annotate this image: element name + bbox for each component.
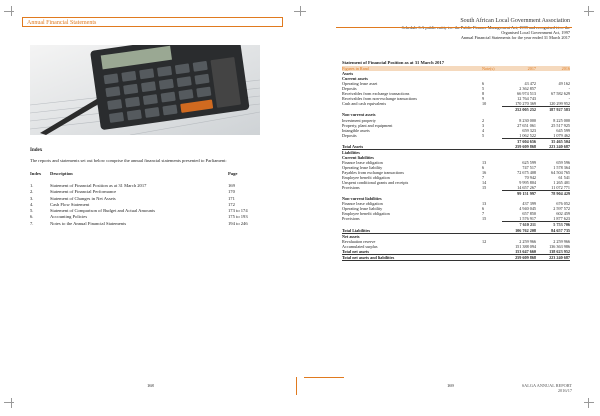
statement-row-label: Cash and cash equivalents [342,101,387,107]
footer-accent-rule [304,377,344,378]
statement-value-2017: 747 517 [522,164,536,170]
page-col-header: Page [228,171,238,176]
index-table-header [30,171,280,177]
report-footer-title: SALGA ANNUAL REPORT [521,383,572,388]
statement-row-note [482,249,502,254]
statement-value-2017: 259 609 868 [515,254,536,260]
statement-value-2017: 437 399 [522,201,536,207]
statement-row-note [482,228,502,233]
statement-value-2016: 25 517 925 [551,122,570,128]
statement-value-2016: 1 265 401 [553,180,570,186]
statement-value-2016: 1 079 462 [553,132,570,138]
statement-row-note: 15 [482,216,487,222]
statement-value-2016: 35 465 504 [536,138,570,144]
statement-value-2016: 1 578 364 [553,164,570,170]
index-page: 169 [228,183,235,188]
statement-value-2016: 84 657 735 [551,227,570,233]
statement-row-note: 5 [482,132,485,138]
index-desc: Statement of Changes in Net Assets [50,195,116,201]
statement-value-2017: 1 576 917 [519,216,536,222]
description-col-header: Description [50,171,73,176]
statement-row-label: Operating lease liability [342,164,383,170]
organisation-subtitle: Schedule 3 A public entity t.o. the Public Finance Management Act, 1999 and recognised i.t.o. the [401,25,570,30]
statement-row-note: 8 [482,91,485,97]
statement-value-2016: 645 599 [556,127,570,133]
statement-row-note: 6 [482,164,485,170]
statement-row-note: 12 [482,238,487,244]
statement-value-2016: 187 927 583 [536,106,570,112]
statement-value-2016: 602 459 [556,211,570,217]
statement-row-label: Accumulated surplus [342,243,378,249]
organisation-subtitle: Annual Financial Statements for the year ended 31 March 2017 [460,35,570,40]
index-col-header: Index [30,171,42,176]
statement-value-2017: 153 647 660 [515,248,536,254]
index-page: 171 [228,195,235,201]
statement-row-note: 6 [482,81,485,87]
statement-row-label: Revaluation reserve [342,238,376,244]
crop-mark [294,11,306,12]
statement-value-2017: 151 388 094 [515,243,536,249]
statement-row-label: Intangible assets [342,127,370,133]
organisation-subtitle: Organised Local Government Act, 1997 [501,30,570,35]
index-desc: Statement of Financial Performance [50,189,117,195]
statement-row-label: Receivables from exchange transactions [342,91,410,97]
statement-row-label: Finance lease obligation [342,201,383,207]
statement-value-2016: 11 072 771 [551,185,570,191]
statement-row-label: Total net assets [342,248,370,254]
statement-row-label: Deposits [342,132,357,138]
statement-row-label: Payables from exchange transactions [342,169,404,175]
calculator-illustration [30,45,260,135]
index-page: 175 to 193 [228,214,248,220]
year-2017-col-header: 2017 [527,66,536,72]
statement-row-label: Operating lease liability [342,206,383,212]
statement-row-label: Operating lease asset [342,81,378,87]
statement-row-note: 9 [482,96,485,102]
statement-value-2017: 14 657 267 [517,185,536,191]
statement-row-label: Total net assets and liabilities [342,254,395,260]
section-header [22,17,283,27]
crop-mark [588,398,589,408]
statement-value-2017: 37 604 656 [502,138,536,144]
statement-row-note: 6 [482,206,485,212]
index-desc: Notes to the Annual Financial Statements [50,220,127,226]
index-page: 194 to 246 [228,220,248,226]
statement-value-2016: 5 753 706 [536,221,570,227]
index-num: 2. [30,189,34,195]
statement-value-2016: 64 504 765 [551,169,570,175]
statement-row-label: Provisions [342,216,360,222]
statement-row-note: 14 [482,180,487,186]
statement-row-label: Employee benefit obligation [342,211,390,217]
crop-mark [584,402,594,403]
statement-value-2016: 78 904 429 [536,190,570,196]
statement-row-note [482,144,502,149]
statement-value-2017: 70 942 [524,175,536,181]
statement-value-2017: 99 151 997 [502,190,536,196]
index-desc: Accounting Policies [50,214,88,220]
statement-row-label: Unspent conditional grants and receipts [342,180,409,186]
index-page: 170 [228,189,235,195]
statement-row-note: 7 [482,211,485,217]
index-section [30,148,280,227]
statement-row-label: Assets [342,71,354,77]
statement-row-note: 2 [482,117,485,123]
statement-value-2017: 9 995 804 [519,180,536,186]
statement-value-2016: 67 582 629 [551,91,570,97]
index-table [30,183,280,227]
statement-row-label: Non-current liabilities [342,196,382,202]
statement-value-2017: 4 940 045 [519,206,536,212]
header-rule [336,27,572,28]
statement-rows [342,71,570,261]
index-num: 3. [30,195,34,201]
statement-value-2017: 106 762 208 [515,227,536,233]
statement-row-label: Employee benefit obligation [342,175,390,181]
statement-value-2017: 7 610 211 [502,221,536,227]
statement-value-2016: 2 259 966 [553,238,570,244]
statement-value-2017: 66 974 513 [517,91,536,97]
statement-row-note: 4 [482,127,485,133]
statement-row-label: Net assets [342,233,360,239]
statement-value-2016: 2 597 572 [553,206,570,212]
crop-mark [4,11,14,12]
footer-accent-line [296,377,297,395]
index-row[interactable] [30,221,280,227]
statement-row-label: Investment property [342,117,376,123]
statement-value-2017: 43 472 [524,81,536,87]
statement-row-note: 15 [482,185,487,191]
crop-mark [11,398,12,408]
crop-mark [584,11,594,12]
statement-value-2017: 8 230 000 [519,117,536,123]
statement-row-label: Liabilities [342,149,360,155]
statement-value-2016: - [568,86,570,92]
statement-row-label: Deposits [342,86,357,92]
statement-value-2016: 49 162 [558,81,570,87]
statement-value-2017: 657 850 [522,211,536,217]
index-num: 6. [30,214,34,220]
statement-row-note: 13 [482,159,487,165]
statement-row-label: Total Liabilities [342,227,371,233]
statement-row-note: 5 [482,86,485,92]
statement-value-2017: 659 323 [522,127,536,133]
page-number-right: 169 [447,383,454,388]
statement-value-2016: 120 299 952 [549,101,570,107]
statement-value-2017: 252 005 252 [502,106,536,112]
year-2016-col-header: 2016 [561,66,570,72]
statement-value-2016: 136 363 986 [549,243,570,249]
statement-row-label: Provisions [342,185,360,191]
statement-value-2017: 2 259 966 [519,238,536,244]
statement-row-note: 13 [482,201,487,207]
index-num: 4. [30,201,34,207]
notes-col-header: Note(s) [482,66,495,72]
index-num: 1. [30,183,34,188]
statement-value-2017: 1 062 522 [519,132,536,138]
statement-value-2017: 72 675 408 [517,169,536,175]
statement-title: Statement of Financial Position as at 31 March 2017 [342,60,444,65]
statement-row-label: Finance lease obligation [342,159,383,165]
statement-row-label: Total Assets [342,143,364,149]
financial-position-statement [342,60,570,261]
statement-row-label: Current liabilities [342,154,374,160]
report-footer-year: 2016/17 [557,388,572,393]
statement-value-2017: 259 609 868 [515,143,536,149]
section-header-text: Annual Financial Statements [27,20,97,26]
index-num: 7. [30,220,34,226]
organisation-header [310,18,570,40]
statement-value-2016: 223 240 687 [549,254,570,260]
organisation-name: South African Local Government Association [460,18,570,24]
statement-row-note: 7 [482,175,485,181]
index-page: 173 to 174 [228,208,248,214]
statement-value-2016: 138 623 952 [549,248,570,254]
index-intro-text: The reports and statements set out below comprise the annual financial statements presented to Parliament: [30,158,227,163]
statement-row-note: 16 [482,169,487,175]
statement-value-2016: - [568,96,570,102]
index-page: 172 [228,201,235,207]
statement-row-note: 3 [482,122,485,128]
page-number-left: 168 [147,383,154,388]
statement-value-2017: 27 651 061 [517,122,536,128]
statement-value-2016: 8 225 000 [553,117,570,123]
index-desc: Statement of Comparison of Budget and Actual Amounts [50,208,156,214]
crop-mark [4,402,14,403]
statement-value-2017: 2 362 857 [519,86,536,92]
index-desc: Cash Flow Statement [50,201,90,207]
index-title: Index [30,148,43,153]
statement-row-note: 10 [482,101,487,107]
index-num: 5. [30,208,34,214]
calculator-photo [30,45,260,135]
statement-value-2016: 223 240 687 [549,143,570,149]
statement-value-2017: 12 764 743 [517,96,536,102]
statement-value-2017: 625 599 [522,159,536,165]
figures-col-header: Figures in Rand [342,66,369,72]
statement-row-label: Receivables from non-exchange transactions [342,96,417,102]
statement-value-2017: 170 270 369 [515,101,536,107]
statement-row-label: Property, plant and equipment [342,122,393,128]
statement-value-2016: 1 877 623 [553,216,570,222]
statement-value-2016: 676 052 [556,201,570,207]
statement-row-label: Non-current assets [342,112,376,118]
statement-row [342,255,570,261]
statement-value-2016: 61 541 [558,175,570,181]
statement-row-note [482,255,502,260]
index-desc: Statement of Financial Position as at 31 March 2017 [50,183,147,188]
statement-value-2016: 659 596 [556,159,570,165]
report-footer [522,383,572,393]
statement-row-label: Current assets [342,76,368,82]
